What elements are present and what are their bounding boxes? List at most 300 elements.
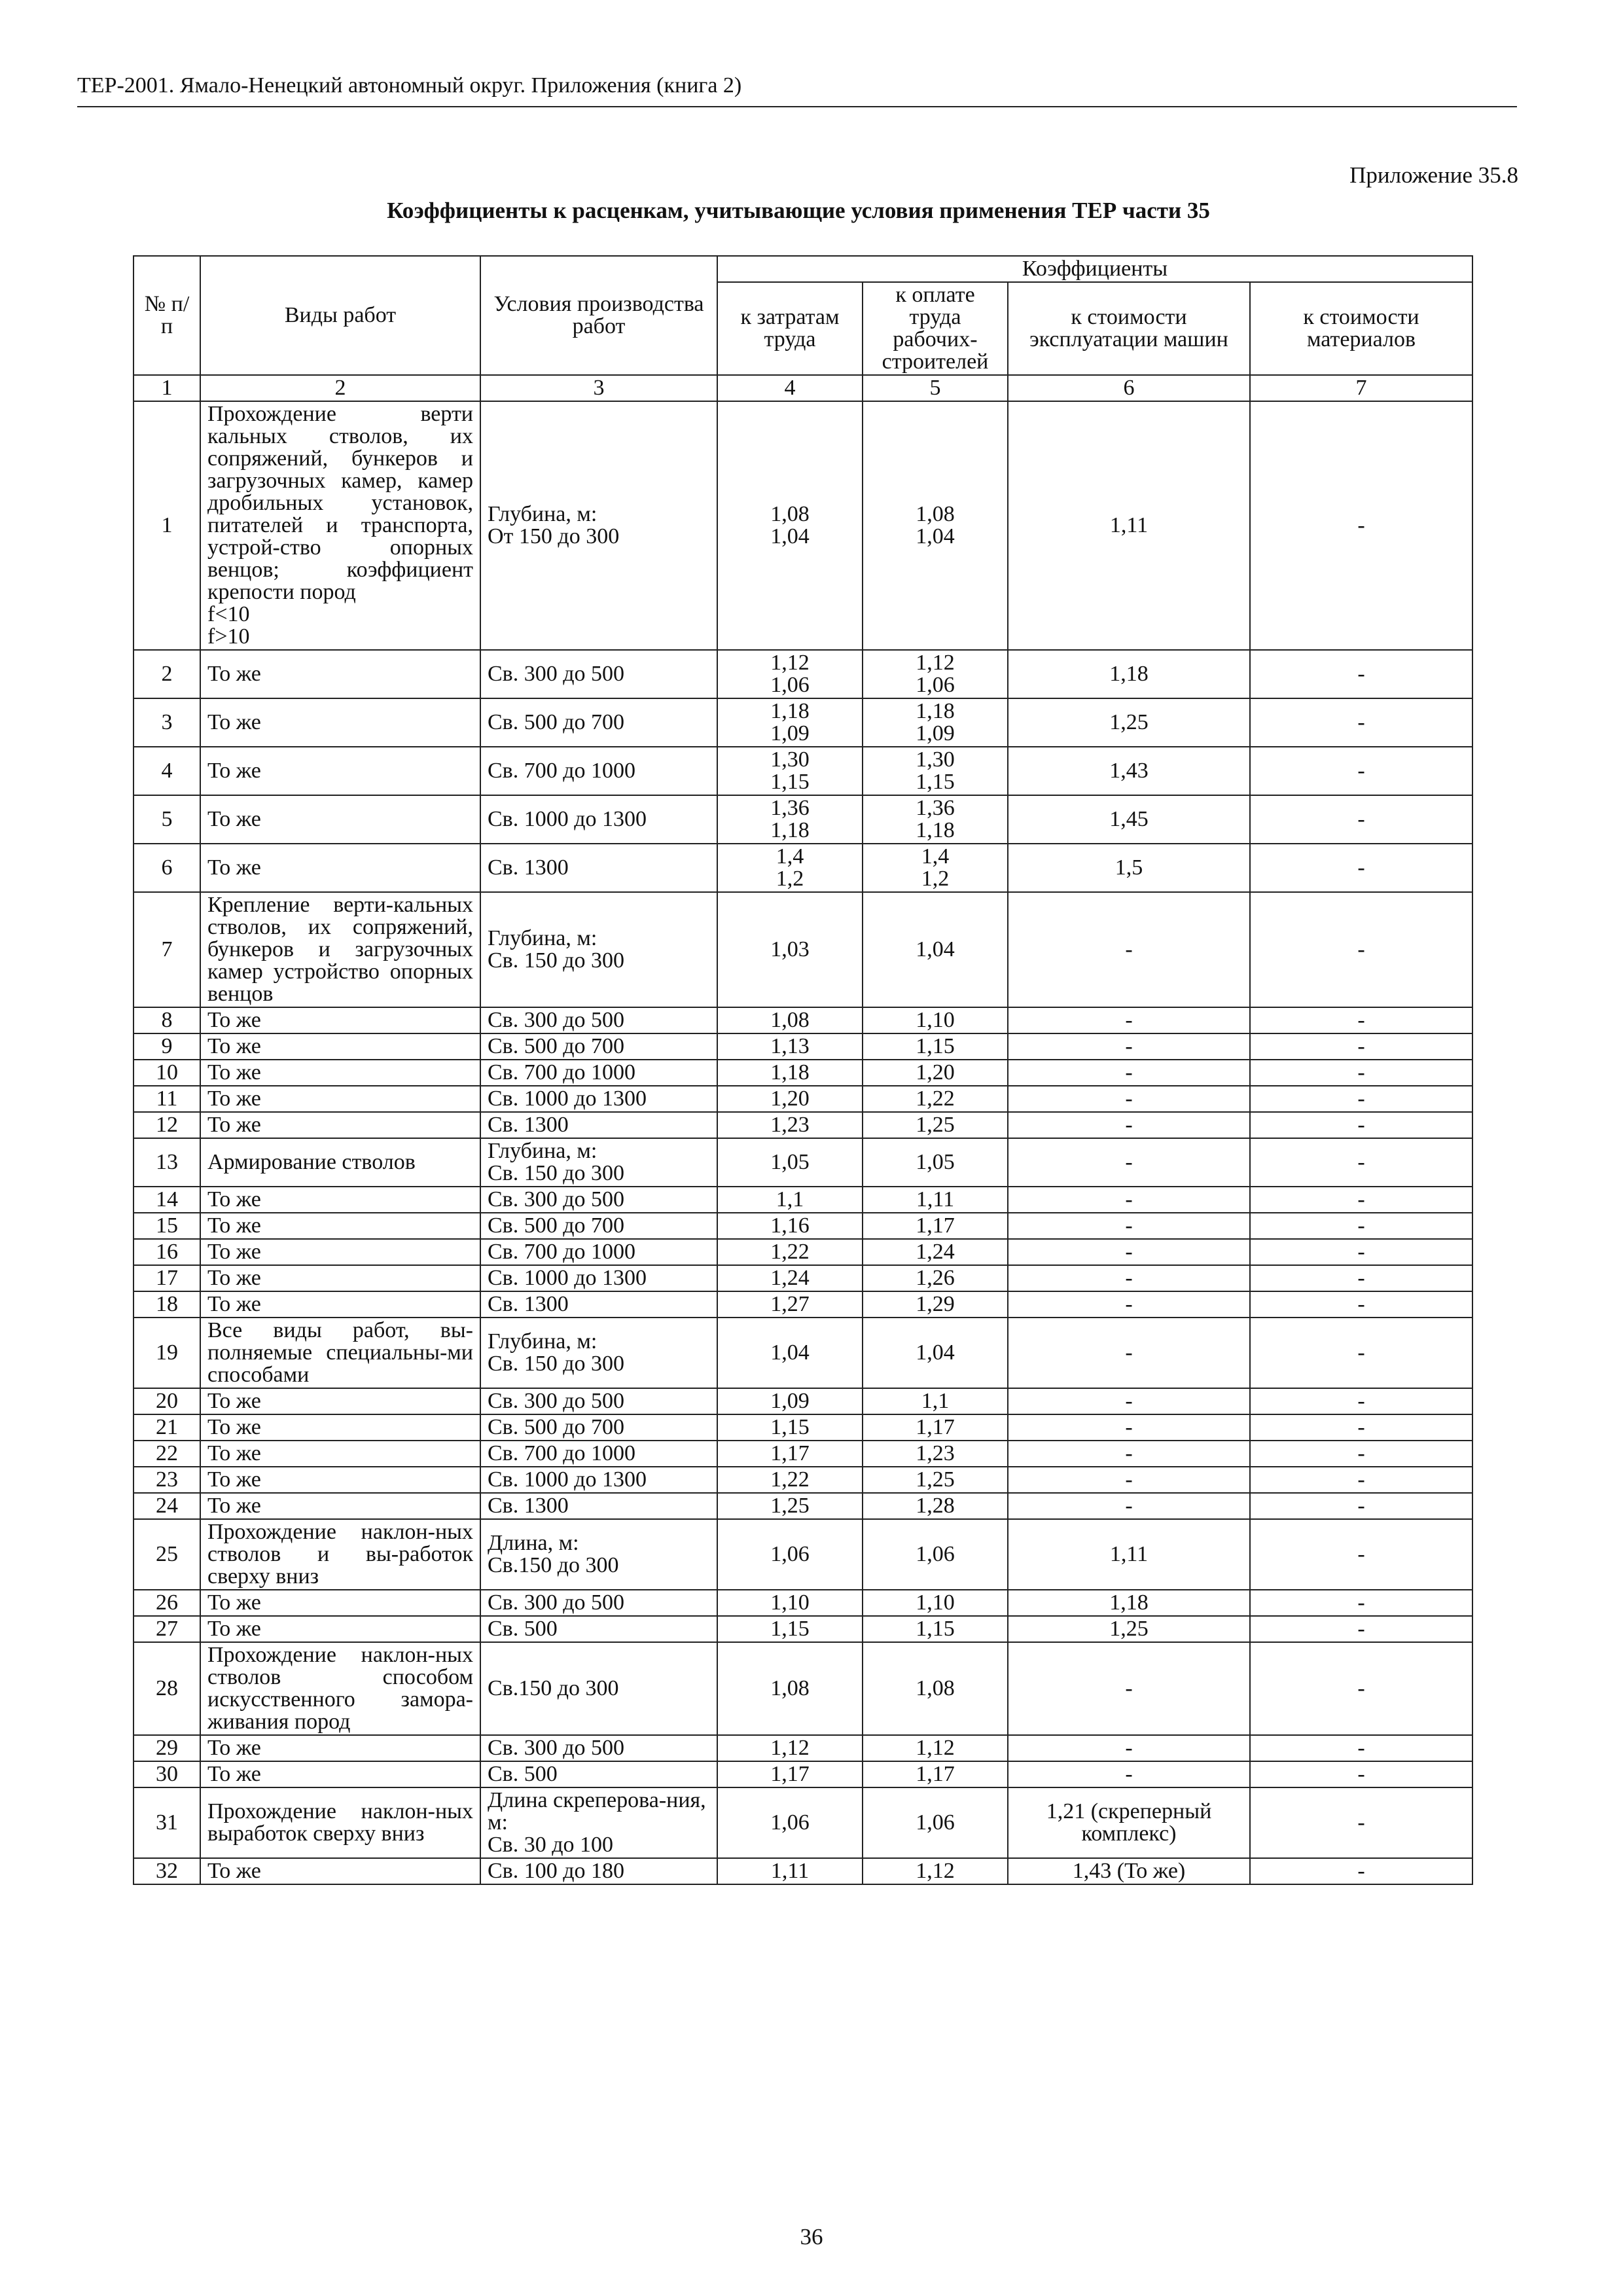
cell-conditions-line: Св. 500 до 700 [488, 1415, 625, 1439]
cell-pay-value: 1,36 [916, 796, 955, 820]
cell-work-type [200, 795, 480, 844]
cell-pay-coef [863, 1291, 1008, 1318]
col-header-number: № п/п [134, 256, 200, 375]
cell-number: 12 [134, 1112, 200, 1138]
cell-conditions-line: Св. 150 до 300 [488, 1161, 625, 1185]
cell-pay-value: 1,4 [921, 844, 950, 869]
cell-labor-value: 1,1 [776, 1187, 804, 1211]
cell-conditions [480, 1138, 717, 1187]
cell-work-type-text: То же [207, 1008, 261, 1032]
cell-conditions-line: Св. 30 до 100 [488, 1833, 614, 1857]
cell-number: 1 [134, 401, 200, 650]
cell-number: 30 [134, 1761, 200, 1787]
cell-pay-coef [863, 1414, 1008, 1441]
table-row [134, 1467, 1472, 1493]
cell-conditions-line: Св. 700 до 1000 [488, 1060, 636, 1085]
cell-conditions-line: Длина, м: [488, 1531, 579, 1555]
cell-machines-coef: - [1008, 1761, 1250, 1787]
cell-work-type-text: То же [207, 1213, 261, 1238]
cell-pay-coef [863, 747, 1008, 795]
cell-materials-coef: - [1250, 1138, 1472, 1187]
cell-work-type-text: Прохождение верти кальных стволов, их сопряжений, бункеров и загрузочных камер, камер дробильных установок, питателей и транспорта, устрой-ство опорных венцов; коэффициент крепости пород [207, 402, 473, 604]
table-row [134, 1642, 1472, 1735]
cell-pay-coef [863, 844, 1008, 892]
cell-labor-value: 1,18 [770, 818, 810, 842]
cell-materials-coef: - [1250, 1213, 1472, 1239]
cell-pay-coef [863, 1033, 1008, 1060]
cell-work-type [200, 747, 480, 795]
cell-machines-coef: - [1008, 1493, 1250, 1519]
table-row [134, 1086, 1472, 1112]
cell-pay-coef [863, 1735, 1008, 1761]
cell-labor-value: 1,24 [770, 1266, 810, 1290]
cell-pay-value: 1,22 [916, 1086, 955, 1111]
cell-number: 22 [134, 1441, 200, 1467]
cell-labor-coef [717, 1493, 863, 1519]
cell-materials-coef: - [1250, 401, 1472, 650]
cell-number: 17 [134, 1265, 200, 1291]
cell-work-type-text: Прохождение наклон-ных стволов и вы-работок сверху вниз [207, 1520, 473, 1588]
cell-conditions [480, 1060, 717, 1086]
cell-labor-coef [717, 1787, 863, 1858]
cell-labor-value: 1,09 [770, 721, 810, 745]
cell-conditions-line: Св. 300 до 500 [488, 1187, 625, 1211]
cell-pay-value: 1,11 [916, 1187, 955, 1211]
column-number: 1 [134, 375, 200, 401]
cell-conditions-line: Св.150 до 300 [488, 1676, 619, 1700]
cell-conditions [480, 1187, 717, 1213]
cell-pay-coef [863, 1060, 1008, 1086]
cell-machines-coef: - [1008, 1735, 1250, 1761]
cell-materials-coef: - [1250, 747, 1472, 795]
cell-work-type [200, 1318, 480, 1388]
cell-labor-coef [717, 892, 863, 1007]
cell-labor-value: 1,06 [770, 1542, 810, 1566]
cell-labor-coef [717, 1414, 863, 1441]
cell-labor-coef [717, 1138, 863, 1187]
cell-pay-coef [863, 1138, 1008, 1187]
cell-labor-coef [717, 1112, 863, 1138]
cell-work-type [200, 1787, 480, 1858]
table-row [134, 1388, 1472, 1414]
cell-pay-value: 1,09 [916, 721, 955, 745]
cell-number: 3 [134, 698, 200, 747]
cell-labor-coef [717, 650, 863, 698]
cell-conditions-line: Св. 300 до 500 [488, 662, 625, 686]
cell-conditions-line: Св. 300 до 500 [488, 1389, 625, 1413]
cell-labor-coef [717, 1291, 863, 1318]
table-row [134, 1441, 1472, 1467]
cell-labor-value: 1,06 [770, 1810, 810, 1835]
cell-number: 24 [134, 1493, 200, 1519]
cell-conditions [480, 1318, 717, 1388]
cell-conditions [480, 1616, 717, 1642]
cell-materials-coef: - [1250, 1060, 1472, 1086]
appendix-label: Приложение 35.8 [1349, 162, 1518, 188]
cell-number: 14 [134, 1187, 200, 1213]
cell-pay-coef [863, 1590, 1008, 1616]
cell-materials-coef: - [1250, 1590, 1472, 1616]
cell-labor-coef [717, 698, 863, 747]
cell-labor-coef [717, 1858, 863, 1884]
cell-conditions-line: Св. 1000 до 1300 [488, 1086, 647, 1111]
cell-work-type [200, 401, 480, 650]
cell-labor-coef [717, 1761, 863, 1787]
column-number: 7 [1250, 375, 1472, 401]
cell-machines-coef: - [1008, 1642, 1250, 1735]
cell-labor-value: 1,18 [770, 699, 810, 723]
cell-materials-coef: - [1250, 892, 1472, 1007]
cell-labor-value: 1,2 [776, 867, 804, 891]
cell-work-type-text: То же [207, 1590, 261, 1615]
cell-machines-coef: 1,18 [1008, 650, 1250, 698]
cell-labor-value: 1,4 [776, 844, 804, 869]
cell-work-type [200, 1441, 480, 1467]
cell-labor-value: 1,12 [770, 651, 810, 675]
cell-conditions [480, 844, 717, 892]
table-row [134, 1761, 1472, 1787]
cell-pay-value: 1,18 [916, 699, 955, 723]
column-number: 3 [480, 375, 717, 401]
cell-labor-coef [717, 1007, 863, 1033]
cell-work-type [200, 1735, 480, 1761]
cell-work-type [200, 650, 480, 698]
cell-conditions [480, 1441, 717, 1467]
cell-pay-coef [863, 1642, 1008, 1735]
cell-work-type-text: То же [207, 855, 261, 880]
cell-conditions [480, 1858, 717, 1884]
table-row [134, 698, 1472, 747]
cell-labor-value: 1,23 [770, 1113, 810, 1137]
cell-conditions [480, 1467, 717, 1493]
cell-pay-coef [863, 1787, 1008, 1858]
cell-labor-coef [717, 1388, 863, 1414]
cell-materials-coef: - [1250, 1441, 1472, 1467]
cell-pay-coef [863, 1086, 1008, 1112]
cell-number: 9 [134, 1033, 200, 1060]
cell-labor-coef [717, 1086, 863, 1112]
cell-pay-coef [863, 698, 1008, 747]
cell-work-type-text: Крепление верти-кальных стволов, их сопряжений, бункеров и загрузочных камер устройство опорных венцов [207, 893, 473, 1006]
cell-materials-coef: - [1250, 1318, 1472, 1388]
table-row [134, 1265, 1472, 1291]
cell-machines-coef: - [1008, 1007, 1250, 1033]
cell-pay-value: 1,30 [916, 747, 955, 772]
cell-pay-value: 1,28 [916, 1494, 955, 1518]
cell-pay-coef [863, 1616, 1008, 1642]
cell-number: 6 [134, 844, 200, 892]
table-row [134, 1858, 1472, 1884]
cell-labor-value: 1,08 [770, 1676, 810, 1700]
cell-conditions [480, 1007, 717, 1033]
cell-labor-coef [717, 1033, 863, 1060]
cell-pay-coef [863, 1239, 1008, 1265]
cell-number: 21 [134, 1414, 200, 1441]
cell-labor-value: 1,15 [770, 770, 810, 794]
cell-pay-coef [863, 892, 1008, 1007]
cell-conditions-line: Св. 700 до 1000 [488, 1441, 636, 1465]
cell-labor-value: 1,08 [770, 502, 810, 526]
cell-work-type [200, 1388, 480, 1414]
cell-labor-value: 1,20 [770, 1086, 810, 1111]
cell-conditions-line: Св. 500 [488, 1617, 558, 1641]
cell-conditions [480, 1642, 717, 1735]
cell-labor-value: 1,12 [770, 1736, 810, 1760]
cell-number: 7 [134, 892, 200, 1007]
cell-labor-coef [717, 1187, 863, 1213]
cell-conditions-line: Св. 500 [488, 1762, 558, 1786]
cell-machines-coef: - [1008, 1138, 1250, 1187]
cell-materials-coef: - [1250, 1493, 1472, 1519]
cell-labor-value: 1,09 [770, 1389, 810, 1413]
cell-materials-coef: - [1250, 1414, 1472, 1441]
cell-work-type-text: То же [207, 1415, 261, 1439]
cell-pay-value: 1,25 [916, 1113, 955, 1137]
cell-number: 27 [134, 1616, 200, 1642]
cell-labor-value: 1,11 [770, 1859, 810, 1883]
cell-work-type-text: То же [207, 1859, 261, 1883]
cell-conditions-line: Св. 700 до 1000 [488, 759, 636, 783]
cell-work-type [200, 1007, 480, 1033]
cell-materials-coef: - [1250, 698, 1472, 747]
cell-pay-value: 1,17 [916, 1762, 955, 1786]
cell-labor-coef [717, 795, 863, 844]
cell-labor-coef [717, 1265, 863, 1291]
cell-work-type-text: То же [207, 1266, 261, 1290]
col-header-pay: к оплате труда рабочих-строителей [863, 282, 1008, 375]
cell-pay-value: 1,17 [916, 1415, 955, 1439]
cell-conditions-line: Св. 300 до 500 [488, 1590, 625, 1615]
cell-materials-coef: - [1250, 795, 1472, 844]
cell-work-type [200, 1414, 480, 1441]
cell-labor-value: 1,16 [770, 1213, 810, 1238]
cell-pay-coef [863, 795, 1008, 844]
cell-conditions [480, 401, 717, 650]
table-row [134, 650, 1472, 698]
cell-work-type-extra: f<10 [207, 602, 250, 626]
cell-conditions [480, 650, 717, 698]
cell-work-type-extra: f>10 [207, 624, 250, 649]
cell-machines-coef: - [1008, 1388, 1250, 1414]
table-row [134, 1213, 1472, 1239]
cell-work-type [200, 1858, 480, 1884]
cell-pay-value: 1,17 [916, 1213, 955, 1238]
cell-labor-coef [717, 844, 863, 892]
cell-pay-value: 1,10 [916, 1008, 955, 1032]
table-row [134, 1239, 1472, 1265]
cell-materials-coef: - [1250, 1007, 1472, 1033]
cell-conditions-line: Глубина, м: [488, 1329, 597, 1354]
cell-work-type-text: То же [207, 1060, 261, 1085]
table-row [134, 795, 1472, 844]
cell-pay-value: 1,04 [916, 1340, 955, 1365]
cell-pay-coef [863, 1187, 1008, 1213]
cell-work-type [200, 698, 480, 747]
cell-labor-value: 1,03 [770, 937, 810, 961]
column-number-row [134, 375, 1472, 401]
cell-pay-coef [863, 1519, 1008, 1590]
cell-materials-coef: - [1250, 1616, 1472, 1642]
cell-number: 26 [134, 1590, 200, 1616]
cell-work-type-text: То же [207, 662, 261, 686]
cell-machines-coef: 1,25 [1008, 698, 1250, 747]
cell-conditions-line: Св. 500 до 700 [488, 1034, 625, 1058]
cell-conditions [480, 1787, 717, 1858]
table-row [134, 1033, 1472, 1060]
cell-number: 5 [134, 795, 200, 844]
cell-conditions-line: Св. 100 до 180 [488, 1859, 625, 1883]
cell-work-type-text: То же [207, 1441, 261, 1465]
cell-materials-coef: - [1250, 1239, 1472, 1265]
col-header-labor: к затратам труда [717, 282, 863, 375]
cell-work-type [200, 1519, 480, 1590]
cell-labor-coef [717, 1616, 863, 1642]
cell-labor-value: 1,13 [770, 1034, 810, 1058]
cell-machines-coef: 1,43 (То же) [1008, 1858, 1250, 1884]
cell-pay-value: 1,29 [916, 1292, 955, 1316]
cell-work-type-text: То же [207, 1617, 261, 1641]
cell-pay-value: 1,12 [916, 651, 955, 675]
cell-pay-value: 1,06 [916, 1810, 955, 1835]
cell-work-type-text: Армирование стволов [207, 1150, 416, 1174]
cell-materials-coef: - [1250, 1787, 1472, 1858]
cell-machines-coef: 1,43 [1008, 747, 1250, 795]
cell-machines-coef: - [1008, 1213, 1250, 1239]
cell-materials-coef: - [1250, 1735, 1472, 1761]
cell-labor-value: 1,15 [770, 1617, 810, 1641]
cell-conditions [480, 1033, 717, 1060]
cell-machines-coef: 1,45 [1008, 795, 1250, 844]
cell-pay-value: 1,06 [916, 673, 955, 697]
cell-labor-coef [717, 401, 863, 650]
table-row [134, 1291, 1472, 1318]
cell-labor-coef [717, 1735, 863, 1761]
column-number: 5 [863, 375, 1008, 401]
cell-work-type [200, 1187, 480, 1213]
col-header-machines: к стоимости эксплуатации машин [1008, 282, 1250, 375]
cell-number: 25 [134, 1519, 200, 1590]
table-row [134, 401, 1472, 650]
cell-pay-coef [863, 1318, 1008, 1388]
cell-conditions-line: Св. 150 до 300 [488, 1352, 625, 1376]
cell-work-type-text: Все виды работ, вы-полняемые специальны-ми способами [207, 1318, 473, 1387]
cell-number: 32 [134, 1858, 200, 1884]
cell-labor-coef [717, 1318, 863, 1388]
cell-number: 11 [134, 1086, 200, 1112]
table-row [134, 1138, 1472, 1187]
cell-labor-coef [717, 1060, 863, 1086]
table-row [134, 844, 1472, 892]
cell-labor-value: 1,05 [770, 1150, 810, 1174]
cell-machines-coef: - [1008, 1239, 1250, 1265]
cell-work-type-text: То же [207, 1389, 261, 1413]
cell-conditions-line: Св. 1300 [488, 1292, 569, 1316]
cell-number: 2 [134, 650, 200, 698]
table-row [134, 1414, 1472, 1441]
cell-work-type [200, 892, 480, 1007]
table-header-row [134, 256, 1472, 282]
cell-number: 10 [134, 1060, 200, 1086]
column-number: 4 [717, 375, 863, 401]
cell-work-type-text: То же [207, 1034, 261, 1058]
cell-pay-value: 1,10 [916, 1590, 955, 1615]
cell-conditions-line: Св. 700 до 1000 [488, 1240, 636, 1264]
page-number: 36 [800, 2224, 823, 2250]
cell-conditions [480, 1590, 717, 1616]
table-row [134, 1616, 1472, 1642]
cell-work-type-text: То же [207, 710, 261, 734]
cell-labor-value: 1,30 [770, 747, 810, 772]
cell-labor-value: 1,06 [770, 673, 810, 697]
cell-labor-coef [717, 1213, 863, 1239]
col-header-conditions: Условия производства работ [480, 256, 717, 375]
table-row [134, 1493, 1472, 1519]
cell-pay-value: 1,05 [916, 1150, 955, 1174]
cell-machines-coef: 1,18 [1008, 1590, 1250, 1616]
cell-materials-coef: - [1250, 1761, 1472, 1787]
cell-labor-value: 1,08 [770, 1008, 810, 1032]
table-row [134, 747, 1472, 795]
cell-conditions [480, 1291, 717, 1318]
cell-materials-coef: - [1250, 650, 1472, 698]
cell-work-type [200, 1239, 480, 1265]
cell-machines-coef: - [1008, 1467, 1250, 1493]
cell-pay-value: 1,18 [916, 818, 955, 842]
cell-work-type-text: То же [207, 1292, 261, 1316]
cell-pay-value: 1,08 [916, 1676, 955, 1700]
cell-machines-coef: - [1008, 892, 1250, 1007]
cell-machines-coef: 1,11 [1008, 401, 1250, 650]
cell-conditions [480, 1239, 717, 1265]
cell-pay-value: 1,12 [916, 1736, 955, 1760]
cell-materials-coef: - [1250, 1388, 1472, 1414]
cell-pay-value: 1,15 [916, 770, 955, 794]
cell-pay-value: 1,1 [921, 1389, 950, 1413]
cell-conditions-line: От 150 до 300 [488, 524, 620, 548]
cell-pay-value: 1,15 [916, 1034, 955, 1058]
cell-work-type [200, 1590, 480, 1616]
cell-work-type-text: То же [207, 759, 261, 783]
cell-conditions-line: Св. 1300 [488, 1113, 569, 1137]
cell-conditions [480, 1213, 717, 1239]
cell-materials-coef: - [1250, 1187, 1472, 1213]
cell-materials-coef: - [1250, 1642, 1472, 1735]
cell-materials-coef: - [1250, 1086, 1472, 1112]
cell-work-type-text: То же [207, 1736, 261, 1760]
cell-pay-value: 1,04 [916, 937, 955, 961]
cell-conditions [480, 1086, 717, 1112]
cell-work-type-text: То же [207, 1086, 261, 1111]
cell-conditions-line: Длина скреперова-ния, м: [488, 1788, 706, 1835]
cell-number: 31 [134, 1787, 200, 1858]
cell-conditions-line: Св. 1000 до 1300 [488, 807, 647, 831]
cell-number: 19 [134, 1318, 200, 1388]
table-row [134, 1007, 1472, 1033]
col-header-work-type: Виды работ [200, 256, 480, 375]
cell-work-type [200, 1493, 480, 1519]
cell-conditions-line: Св. 500 до 700 [488, 1213, 625, 1238]
cell-materials-coef: - [1250, 1112, 1472, 1138]
cell-number: 13 [134, 1138, 200, 1187]
cell-machines-coef: 1,5 [1008, 844, 1250, 892]
cell-work-type-text: То же [207, 1113, 261, 1137]
cell-pay-value: 1,04 [916, 524, 955, 548]
cell-pay-coef [863, 1858, 1008, 1884]
cell-conditions [480, 1519, 717, 1590]
cell-pay-coef [863, 1112, 1008, 1138]
cell-conditions [480, 698, 717, 747]
cell-conditions-line: Св. 300 до 500 [488, 1008, 625, 1032]
